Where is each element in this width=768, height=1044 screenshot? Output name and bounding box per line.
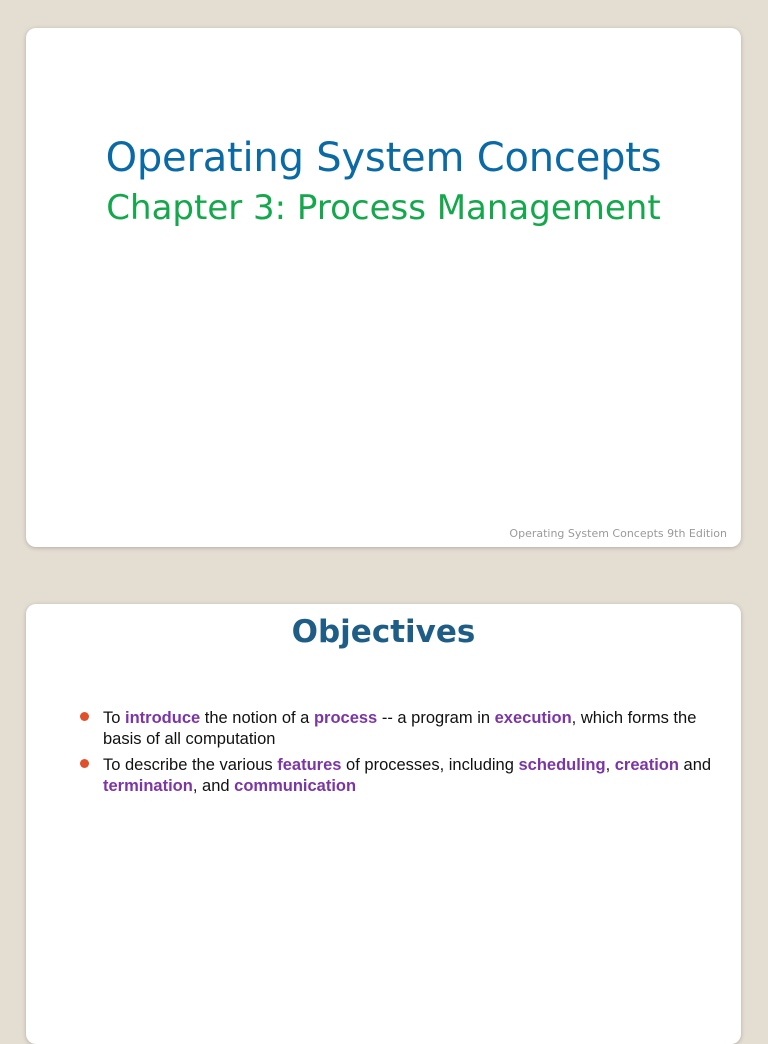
objective-item-1	[103, 708, 721, 750]
keyword: termination	[103, 777, 193, 795]
objectives-title: Objectives	[291, 614, 476, 650]
slide-subtitle: Chapter 3: Process Management	[106, 188, 661, 228]
slide-footer: Operating System Concepts 9th Edition	[509, 527, 727, 540]
bullet-icon	[80, 712, 89, 721]
objectives-list	[26, 708, 721, 802]
text-fragment: To describe the various	[103, 756, 278, 774]
text-fragment: , which forms the basis of all computation	[103, 709, 697, 748]
keyword: process	[313, 709, 378, 727]
keyword: creation	[614, 756, 679, 774]
text-fragment: of processes, including	[341, 756, 519, 774]
keyword: communication	[234, 777, 357, 795]
text-fragment: ,	[605, 756, 615, 774]
text-fragment: the notion of a	[200, 709, 314, 727]
text-fragment: -- a program in	[377, 709, 495, 727]
objectives-slide	[26, 604, 741, 1044]
text-fragment: , and	[192, 777, 235, 795]
keyword: scheduling	[518, 756, 606, 774]
objective-item-2	[103, 755, 721, 797]
bullet-icon	[80, 759, 89, 768]
slide-title: Operating System Concepts	[105, 135, 662, 181]
keyword: introduce	[125, 709, 201, 727]
keyword: execution	[494, 709, 572, 727]
text-fragment: To	[103, 709, 126, 727]
title-slide	[26, 28, 741, 547]
text-fragment: and	[678, 756, 712, 774]
keyword: features	[277, 756, 342, 774]
